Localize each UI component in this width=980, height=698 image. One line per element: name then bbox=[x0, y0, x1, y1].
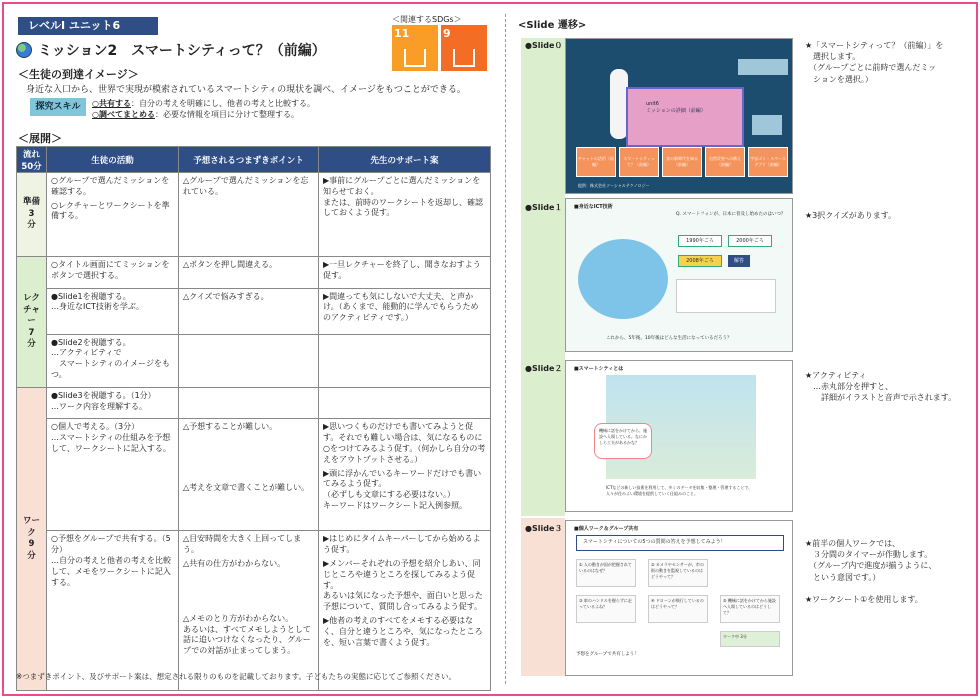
stage-work bbox=[17, 387, 47, 691]
question-card: ⑤ 機械に話をかけてから施設へ入場しているのはどうして？ bbox=[720, 595, 780, 623]
slide1-caption: ■身近なICT技術 bbox=[574, 204, 613, 210]
footnote: ※つまずきポイント、及びサポート案は、想定される限りのものを記載しております。子どもたちの実態に応じてご参照ください。 bbox=[16, 672, 457, 681]
skill-badge: 探究スキル bbox=[30, 98, 86, 116]
mission-title-text: ミッション2 スマートシティって？（前編） bbox=[38, 43, 326, 59]
activity-item: ●Slide1を視聴する。 …身近なICT技術を学ぶ。 bbox=[51, 291, 144, 312]
unit-title: unit6 ミッションの詳細（前編） bbox=[646, 101, 706, 114]
stumble-item: △予想することが難しい。 bbox=[183, 422, 278, 432]
slide3-label: ●Slide３ bbox=[525, 524, 563, 533]
skill-line-share bbox=[92, 98, 315, 109]
prep-support bbox=[319, 173, 491, 257]
slide2-label: ●Slide２ bbox=[525, 364, 563, 373]
speech-bubble: 機械に話をかけてから、施設へ入場している。なにかしら工夫があるかな？ bbox=[594, 423, 652, 459]
level-badge: レベルⅠ ユニット6 bbox=[18, 17, 158, 35]
lecture1-stumble bbox=[179, 257, 319, 289]
header-activity: 生徒の活動 bbox=[47, 147, 179, 173]
goal-text: 身近な入口から、世界で実現が模索されているスマートシティの現状を調べ、イメージをもつことができる。 bbox=[26, 85, 466, 95]
work1-activity bbox=[47, 387, 179, 419]
lesson-plan-table bbox=[16, 146, 491, 691]
question-card: ① 人の動きが国が把握されているのはなぜ？ bbox=[576, 559, 636, 587]
support-item: ▶思いつくものだけでも書いてみようと促す。それでも難しい場合は、気になるものに○をつけてみるよう促す。（何かしら自分の考えをアウトプットさせる。） bbox=[323, 422, 486, 464]
support-item: ▶メンバーそれぞれの予想を紹介しあい、同じところや違うところを探してみるよう促す。 あるいは気になった予想や、面白いと思った予想について、質問し合ってみるよう促す。 bbox=[323, 558, 483, 612]
work3-support bbox=[319, 531, 491, 691]
mission-button-food[interactable]: 食の新時代を知る（前編） bbox=[662, 147, 702, 177]
sdg-number: 9 bbox=[443, 27, 451, 40]
timer-badge: ワーク中 3分 bbox=[720, 631, 780, 647]
skill-key: ○調べてまとめる bbox=[92, 110, 155, 119]
satellite-icon bbox=[738, 59, 788, 75]
stage-label: ワーク 9 分 bbox=[22, 516, 40, 561]
question-card: ② カメラやセンサーが、市の街の動きを監視しているのはどうやって？ bbox=[648, 559, 708, 587]
slide1-label: ●Slide１ bbox=[525, 203, 563, 212]
slide3-thumbnail[interactable] bbox=[565, 520, 793, 676]
stage-label: レクチャー 7 分 bbox=[23, 293, 40, 350]
skill-desc: ：必要な情報を項目に分けて整理する。 bbox=[154, 110, 299, 119]
answer-button[interactable]: 解答 bbox=[728, 255, 750, 267]
sdg-11-tile bbox=[392, 25, 438, 71]
slide-rail-peach bbox=[521, 518, 565, 676]
lecture3-activity bbox=[47, 334, 179, 387]
app-tiles bbox=[676, 279, 776, 313]
unit-title-screen bbox=[626, 87, 744, 147]
slide1-bottom-text: これから、5年後、10年後はどんな生活になっているだろう？ bbox=[606, 336, 732, 341]
work1-stumble bbox=[179, 387, 319, 419]
stumble-item: △ボタンを押し間違える。 bbox=[183, 260, 278, 269]
lecture2-stumble bbox=[179, 288, 319, 334]
prep-activity bbox=[47, 173, 179, 257]
network-globe-icon bbox=[578, 239, 668, 319]
prep-stumble bbox=[179, 173, 319, 257]
work2-support bbox=[319, 419, 491, 531]
activity-item: ●Slide2を視聴する。 …アクティビティで スマートシティのイメージをもつ。 bbox=[51, 337, 170, 379]
satellite-icon bbox=[752, 115, 782, 135]
slide1-note: ★3択クイズがあります。 bbox=[805, 211, 897, 220]
work2-stumble bbox=[179, 419, 319, 531]
plan-heading: ＜展開＞ bbox=[18, 132, 62, 145]
activity-item: ○グループで選んだミッションを確認する。 bbox=[51, 176, 170, 196]
question-card: ③ 車のハンドルを握らずに走っているよね？ bbox=[576, 595, 636, 623]
slide2-thumbnail[interactable] bbox=[565, 360, 793, 512]
lecture2-support bbox=[319, 288, 491, 334]
sdg-label: ＜関連するSDGs＞ bbox=[392, 15, 462, 24]
mission-title bbox=[16, 40, 326, 60]
activity-item: ○タイトル画面にてミッションをボタンで選択する。 bbox=[51, 260, 170, 280]
slide-rail-green bbox=[521, 38, 565, 516]
support-item: ▶事前にグループごとに選んだミッションを知らせておく。 または、前時のワークシートを返却し、確認しておくよう促す。 bbox=[323, 176, 483, 218]
activity-item: ○レクチャーとワークシートを準備する。 bbox=[51, 200, 170, 221]
quiz-option[interactable]: 2000年ごろ bbox=[728, 235, 772, 247]
support-item: ▶他者の考えのすべてをメモする必要はなく、自分と違うところや、気になったところを、短い言葉で書くよう促す。 bbox=[323, 615, 483, 647]
header-support: 先生のサポート案 bbox=[319, 147, 491, 173]
skill-line-research bbox=[92, 109, 299, 120]
support-item: ▶頭に浮かんでいるキーワードだけでも書いてみるよう促す。 （必ずしも文章にする必要はない。） キーワードはワークシート記入例参照。 bbox=[323, 468, 482, 510]
slide3-caption: ■個人ワーク＆グループ共有 bbox=[574, 526, 639, 532]
stage-label: 準備 3 分 bbox=[22, 197, 40, 231]
stumble-item: △共有の仕方がわからない。 bbox=[183, 558, 286, 568]
slide3-note: ★前半の個人ワークでは、 ３分間のタイマーが作動します。 （グループ内で進度が揃うように、 という意図です。） ★ワークシート①を使用します。 bbox=[805, 539, 937, 604]
mission-button-disaster[interactable]: 自然災害への備え（前編） bbox=[705, 147, 745, 177]
question-card: ④ ドローンが飛行しているのはどうやって？ bbox=[648, 595, 708, 623]
skill-desc: ：自分の考えを明確にし、他者の考えと比較する。 bbox=[130, 99, 315, 108]
slide0-note: ★「スマートシティって？（前編）」を 選択します。 （グループごとに前時で選んだミッ ションを選択。） bbox=[805, 41, 944, 84]
quiz-question: Q. スマートフォンが、日本に普及し始めたのはいつ？ bbox=[676, 212, 786, 217]
lecture1-activity bbox=[47, 257, 179, 289]
slide2-note: ★アクティビティ …赤丸部分を押すと、 詳細がイラストと音声で示されます。 bbox=[805, 371, 957, 403]
stumble-item: △考えを文章で書くことが難しい。 bbox=[183, 483, 310, 493]
slide0-thumbnail[interactable] bbox=[565, 38, 793, 194]
lecture1-support bbox=[319, 257, 491, 289]
activity-item: ○個人で考える。（3分） …スマートシティの仕組みを予想して、ワークシートに記入する。 bbox=[51, 422, 171, 453]
goal-heading: ＜生徒の到達イメージ＞ bbox=[18, 68, 139, 81]
lecture3-stumble bbox=[179, 334, 319, 387]
quiz-option[interactable]: 2008年ごろ bbox=[678, 255, 722, 267]
header-stumble: 予想されるつまずきポイント bbox=[179, 147, 319, 173]
support-item: ▶はじめにタイムキーパーしてから始めるよう促す。 bbox=[323, 534, 481, 555]
stage-lecture bbox=[17, 257, 47, 388]
mission-button-chat[interactable]: チャットの活用（前編） bbox=[576, 147, 616, 177]
work2-activity bbox=[47, 419, 179, 531]
slide3-question: スマートシティについての5つの質問の答えを予想してみよう！ bbox=[576, 535, 784, 551]
lecture3-support bbox=[319, 334, 491, 387]
work3-stumble bbox=[179, 531, 319, 691]
slide-heading: <Slide 遷移> bbox=[518, 20, 587, 31]
stumble-item: △目安時間を大きく上回ってしまう。 bbox=[183, 534, 302, 555]
slide1-thumbnail[interactable] bbox=[565, 198, 793, 352]
sdg-9-tile bbox=[441, 25, 487, 71]
city-buildings-icon bbox=[404, 49, 426, 67]
quiz-option[interactable]: 1990年ごろ bbox=[678, 235, 722, 247]
slide0-label: ●Slide０ bbox=[525, 41, 563, 50]
stumble-item: △グループで選んだミッションを忘れている。 bbox=[183, 176, 309, 196]
stage-prep bbox=[17, 173, 47, 257]
slide2-city-caption: ICTなどの新しい技術を利用して、多くのデータを収集・整理・管理することで、人々が住みよい環境を提供していく仕組みのこと。 bbox=[606, 485, 753, 496]
header-flow: 流れ 50分 bbox=[17, 147, 47, 173]
support-item: ▶間違っても気にしないで大丈夫、と声かけ。（あくまで、能動的に学んでもらうためのアクティビティです。） bbox=[323, 291, 479, 323]
slide0-footer: 提供：株式会社ソーシャルテクノロジー bbox=[578, 183, 650, 188]
mission-button-smartcity[interactable]: スマートシティって？（前編） bbox=[619, 147, 659, 177]
lecture2-activity bbox=[47, 288, 179, 334]
sdg-number: 11 bbox=[394, 27, 410, 40]
cubes-icon bbox=[453, 49, 475, 67]
column-divider bbox=[505, 14, 506, 684]
mission-button-space-debris[interactable]: 宇宙ゴミ・スペースデブリ（前編） bbox=[748, 147, 788, 177]
activity-item: ●Slide3を視聴する。（1分） …ワーク内容を理解する。 bbox=[51, 390, 156, 411]
support-item: ▶一旦レクチャーを終了し、聞きなおすよう促す。 bbox=[323, 260, 481, 280]
stumble-item: △クイズで悩みすぎる。 bbox=[183, 291, 269, 301]
work3-activity bbox=[47, 531, 179, 691]
work1-support bbox=[319, 387, 491, 419]
activity-item: ○予想をグループで共有する。（5分） …自分の考えと他者の考えを比較して、メモをワークシートに記入する。 bbox=[51, 534, 171, 587]
slide3-bottom-text: 予想をグループで共有しよう！ bbox=[576, 652, 639, 657]
slide2-caption: ■スマートシティとは bbox=[574, 366, 624, 372]
skill-key: ○共有する bbox=[92, 99, 131, 108]
globe-icon bbox=[16, 42, 32, 58]
stumble-item: △メモのとり方がわからない。 あるいは、すべてメモしようとして話に追いつけなくなったり、グループでの対話が止まってしまう。 bbox=[183, 613, 311, 656]
